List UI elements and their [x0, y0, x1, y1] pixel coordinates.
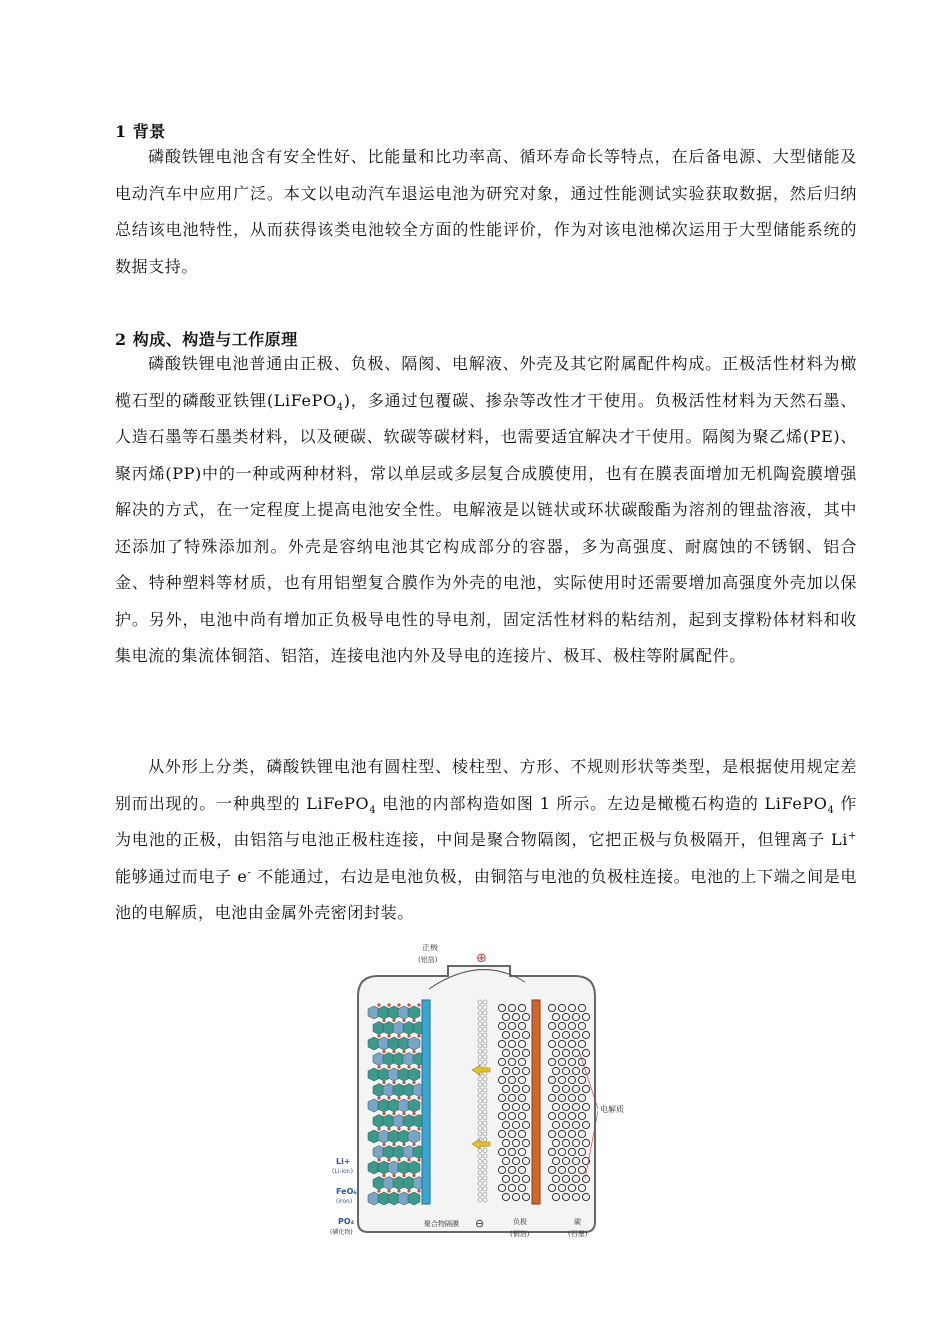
li-ion-dot [382, 1081, 385, 1084]
li-ion-dot [387, 1065, 390, 1068]
li-ion-dot [377, 1189, 380, 1192]
separator-pore [478, 1154, 482, 1158]
separator-pore [478, 1088, 482, 1092]
li-ion-dot [412, 1019, 415, 1022]
li-ion-dot [387, 1096, 390, 1099]
li-ion-dot [407, 1034, 410, 1037]
separator-pore [478, 1127, 482, 1131]
separator-pore [478, 1110, 482, 1114]
separator-pore [478, 1094, 482, 1098]
li-ion-dot [387, 1158, 390, 1161]
li-ion-dot [407, 1096, 410, 1099]
separator-pore [483, 1121, 487, 1125]
cathode-crystal [408, 1037, 420, 1050]
negative-sub-label: (铜箔) [510, 1230, 530, 1238]
separator-pore [478, 1000, 482, 1004]
li-ion-dot [412, 1050, 415, 1053]
para-text: 不能通过，右边是电池负极，由铜箔与电池的负极柱连接。电池的上下端之间是电池的电解质，电池由金属外壳密闭封装。 [115, 866, 857, 922]
separator-pore [478, 1171, 482, 1175]
cathode-crystal [408, 1006, 420, 1019]
li-ion-dot [377, 1158, 380, 1161]
subscript: 4 [336, 401, 344, 413]
separator-pore [478, 1105, 482, 1109]
section-1-heading: 1 背景 [115, 122, 166, 141]
li-ion-dot [402, 1050, 405, 1053]
para-text: 从外形上分类，磷酸铁锂电池有圆柱型、棱柱型、方形、不规则形状等类型，是根据使用规定差别而出现的。一种典型的 LiFePO [115, 757, 857, 813]
separator-pore [483, 1138, 487, 1142]
separator-pore [483, 1050, 487, 1054]
separator-pore [483, 1149, 487, 1153]
separator-pore [483, 1006, 487, 1010]
cathode-crystal [408, 1192, 420, 1205]
li-ion-dot [417, 1096, 420, 1099]
separator-pore [483, 1028, 487, 1032]
separator-pore [478, 1077, 482, 1081]
separator-pore [483, 1127, 487, 1131]
separator-pore [483, 1182, 487, 1186]
li-ion-dot [407, 1158, 410, 1161]
li-ion-dot [402, 1174, 405, 1177]
li-ion-dot [387, 1127, 390, 1130]
separator-pore [483, 1055, 487, 1059]
li-ion-dot [412, 1143, 415, 1146]
separator-pore [483, 1017, 487, 1021]
li-ion-dot [382, 1143, 385, 1146]
li-ion-dot [417, 1003, 420, 1006]
separator-pore [483, 1187, 487, 1191]
separator-pore [483, 1176, 487, 1180]
minus-terminal-icon: ⊖ [475, 1217, 485, 1230]
plus-terminal-icon: ⊕ [476, 951, 487, 966]
separator-pore [483, 1160, 487, 1164]
li-ion-dot [392, 1143, 395, 1146]
separator-pore [483, 1094, 487, 1098]
separator-pore [478, 1033, 482, 1037]
li-ion-dot [397, 1127, 400, 1130]
separator-pore [478, 1176, 482, 1180]
separator-pore [483, 1022, 487, 1026]
li-ion-dot [397, 1096, 400, 1099]
separator-pore [483, 1039, 487, 1043]
separator-pore [483, 1061, 487, 1065]
separator-pore [478, 1099, 482, 1103]
separator-pore [478, 1160, 482, 1164]
li-ion-dot [417, 1034, 420, 1037]
separator-pore [483, 1099, 487, 1103]
negative-label: 负极 [513, 1218, 527, 1226]
li-ion-dot [407, 1065, 410, 1068]
section-1-paragraph: 磷酸铁锂电池含有安全性好、比能量和比功率高、循环寿命长等特点，在后备电源、大型储能及电动汽车中应用广泛。本文以电动汽车退运电池为研究对象，通过性能测试实验获取数据，然后归纳总结该电池特性，从而获得该类电池较全方面的性能评价，作为对该电池梯次运用于大型储能系统的数据支持。 [115, 147, 857, 276]
separator-pore [483, 1116, 487, 1120]
subscript: 4 [369, 804, 377, 816]
li-ion-dot [382, 1050, 385, 1053]
separator-pore [483, 1088, 487, 1092]
separator-pore [478, 1165, 482, 1169]
li-ion-dot [407, 1127, 410, 1130]
separator-pore [478, 1055, 482, 1059]
li-ion-dot [417, 1127, 420, 1130]
separator-pore [478, 1083, 482, 1087]
separator-pore [478, 1116, 482, 1120]
li-ion-dot [387, 1003, 390, 1006]
separator-pore [478, 1044, 482, 1048]
li-ion-dot [392, 1019, 395, 1022]
li-ion-dot [377, 1096, 380, 1099]
separator-pore [478, 1132, 482, 1136]
separator-pore [478, 1011, 482, 1015]
li-ion-dot [402, 1081, 405, 1084]
carbon-label: 碳 [574, 1218, 581, 1226]
li-ion-dot [392, 1081, 395, 1084]
li-ion-dot [417, 1189, 420, 1192]
section-2-heading: 2 构成、构造与工作原理 [115, 330, 298, 349]
separator-pore [478, 1022, 482, 1026]
separator-pore [478, 1006, 482, 1010]
li-ion-dot [397, 1003, 400, 1006]
po4-sub-label: (磷化物) [330, 1229, 353, 1236]
cathode-crystal [408, 1099, 420, 1112]
li-ion-dot [407, 1189, 410, 1192]
li-ion-dot [397, 1065, 400, 1068]
separator-pore [478, 1187, 482, 1191]
para-text: 作为电池的正极，由铝箔与电池正极柱连接，中间是聚合物隔阂，它把正极与负极隔开，但锂离子 Li [115, 793, 857, 849]
separator-pore [483, 1083, 487, 1087]
cathode-crystal [408, 1161, 420, 1174]
separator-pore [478, 1198, 482, 1202]
li-ion-dot [382, 1174, 385, 1177]
positive-sub-label: (铝箔) [418, 956, 438, 964]
li-ion-sub-label: (Li-ion) [332, 1168, 353, 1175]
li-ion-dot [402, 1019, 405, 1022]
separator-pore [478, 1017, 482, 1021]
cathode-crystal [408, 1130, 420, 1143]
separator-pore [483, 1105, 487, 1109]
electrolyte-label: 电解质 [600, 1105, 624, 1114]
para-text: 能够通过而电子 e [115, 866, 248, 886]
separator-pore [483, 1154, 487, 1158]
carbon-sub-label: (石墨) [568, 1230, 588, 1238]
battery-diagram [330, 944, 630, 1244]
positive-label: 正极 [422, 944, 438, 952]
li-ion-dot [397, 1158, 400, 1161]
separator-pore [478, 1182, 482, 1186]
battery-structure-figure [330, 944, 630, 1244]
superscript: + [848, 830, 857, 842]
separator-pore [478, 1061, 482, 1065]
li-ion-dot [392, 1050, 395, 1053]
li-ion-dot [392, 1112, 395, 1115]
separator-pore [478, 1121, 482, 1125]
li-ion-dot [417, 1158, 420, 1161]
li-ion-dot [412, 1174, 415, 1177]
li-ion-dot [387, 1189, 390, 1192]
separator-pore [478, 1039, 482, 1043]
li-ion-dot [377, 1003, 380, 1006]
li-ion-dot [377, 1127, 380, 1130]
separator-pore [483, 1033, 487, 1037]
aluminum-foil-current-collector [422, 1000, 430, 1204]
cathode-crystal [408, 1068, 420, 1081]
li-ion-dot [382, 1112, 385, 1115]
para-text: 磷酸铁锂电池普通由正极、负极、隔阂、电解液、外壳及其它附属配件构成。正极活性材料为橄榄石型的磷酸亚铁锂(LiFePO [115, 354, 857, 410]
feo6-sub-label: (iron) [336, 1198, 353, 1205]
superscript: - [247, 867, 252, 879]
li-ion-label: Li+ [336, 1157, 351, 1166]
li-ion-dot [397, 1034, 400, 1037]
separator-pore [483, 1165, 487, 1169]
copper-foil-current-collector [532, 1000, 540, 1204]
li-ion-dot [417, 1065, 420, 1068]
para-text: )，多通过包覆碳、掺杂等改性才干使用。负极活性材料为天然石墨、人造石墨等石墨类材料，以及硬碳、软碳等碳材料，也需要适宜解决才干使用。隔阂为聚乙烯(PE)、聚丙烯(PP)中的一种或两种材料，常以单层或多层复合成膜使用，也有在膜表面增加无机陶瓷膜增强解决的方式，在一定程度上提高电池安全性。电解液是以链状或环状碳酸酯为溶剂的锂盐溶液，其中还添加了特殊添加剂。外壳是容纳电池其它构成部分的容器，多为高强度、耐腐蚀的不锈钢、铝合金、特种塑料等材质，也有用铝塑复合膜作为外壳的电池，实际使用时还需要增加高强度外壳加以保护。另外，电池中尚有增加正负极导电性的导电剂，固定活性材料的粘结剂，起到支撑粉体材料和收集电流的集流体铜箔、铝箔，连接电池内外及导电的连接片、极耳、极柱等附属配件。 [115, 390, 858, 665]
li-ion-dot [392, 1174, 395, 1177]
po4-label: PO₄ [338, 1217, 355, 1226]
separator-pore [483, 1077, 487, 1081]
separator-pore [483, 1011, 487, 1015]
separator-pore [483, 1198, 487, 1202]
li-ion-dot [382, 1019, 385, 1022]
separator-label: 聚合物隔膜 [424, 1220, 459, 1228]
para-text: 电池的内部构造如图 1 所示。左边是橄榄石构造的 LiFePO [376, 793, 828, 813]
li-ion-dot [407, 1003, 410, 1006]
separator-pore [483, 1110, 487, 1114]
li-ion-dot [397, 1189, 400, 1192]
li-ion-dot [387, 1034, 390, 1037]
li-ion-dot [377, 1065, 380, 1068]
separator-pore [483, 1193, 487, 1197]
separator-pore [478, 1050, 482, 1054]
subscript: 4 [827, 804, 835, 816]
separator-pore [483, 1171, 487, 1175]
li-ion-dot [377, 1034, 380, 1037]
li-ion-dot [402, 1143, 405, 1146]
feo6-label: FeO₆ [336, 1187, 357, 1196]
section-2-paragraph-1 [115, 346, 857, 675]
separator-pore [483, 1132, 487, 1136]
separator-pore [478, 1028, 482, 1032]
section-2-paragraph-2 [115, 749, 857, 932]
separator-pore [478, 1193, 482, 1197]
li-ion-dot [412, 1081, 415, 1084]
separator-pore [483, 1000, 487, 1004]
li-ion-dot [402, 1112, 405, 1115]
separator-pore [483, 1044, 487, 1048]
li-ion-dot [412, 1112, 415, 1115]
